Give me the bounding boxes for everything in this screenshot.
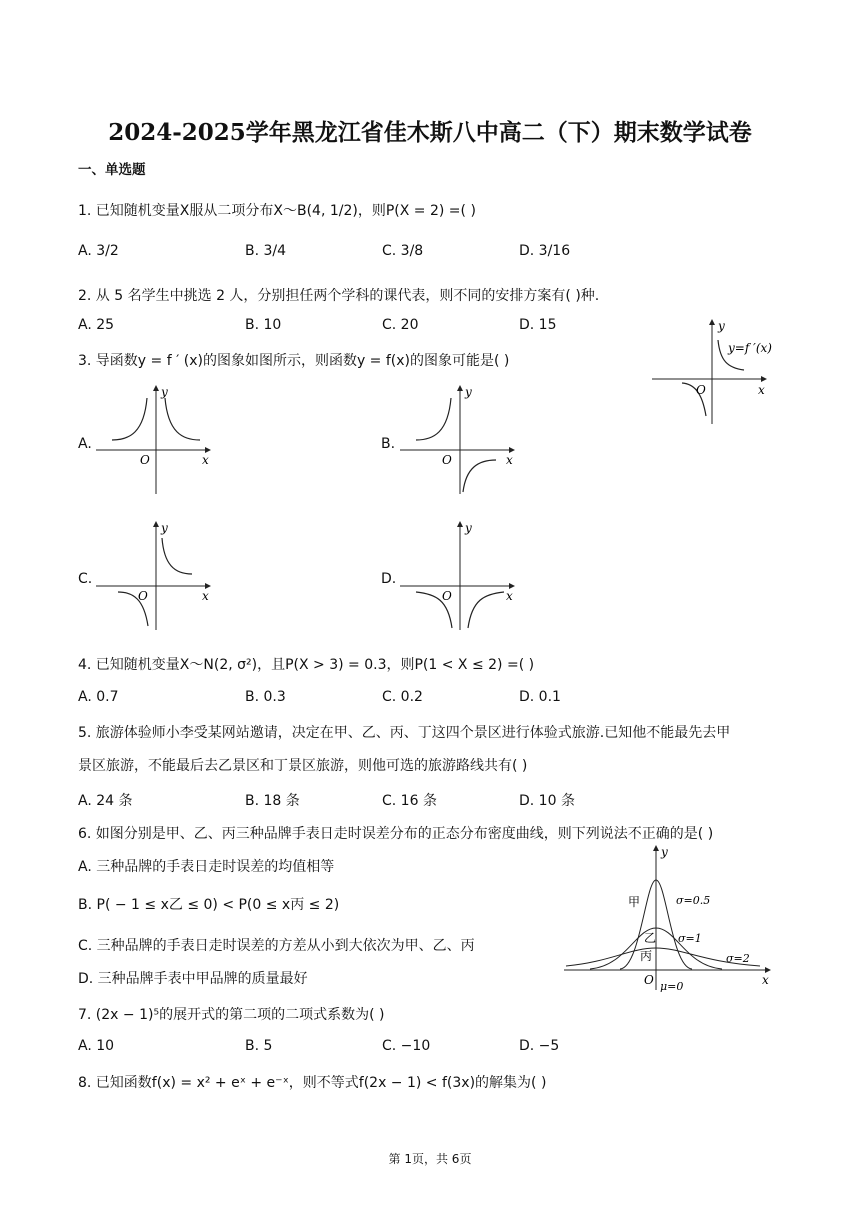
question-4-stem: 4. 已知随机变量X～N(2, σ²)，且P(X > 3) = 0.3，则P(1 < X ≤ 2) =( ) <box>78 657 535 673</box>
fig-function-label: y=f ′(x) <box>728 341 772 355</box>
question-2-option-a: A. 25 <box>78 317 115 333</box>
question-6-option-c: C. 三种品牌的手表日走时误差的方差从小到大依次为甲、乙、丙 <box>78 938 475 954</box>
question-7-stem: 7. (2x − 1)⁵的展开式的第二项的二项式系数为( ) <box>78 1007 385 1023</box>
question-3-option-c: C. <box>78 571 93 587</box>
derivative-graph-figure <box>648 316 774 428</box>
curve-label-jia: 甲 <box>628 895 641 909</box>
option-d-origin: O <box>442 589 452 603</box>
question-2-stem: 2. 从 5 名学生中挑选 2 人，分别担任两个学科的课代表，则不同的安排方案有( )种. <box>78 288 600 304</box>
question-5-option-d: D. 10 条 <box>519 793 575 809</box>
question-1-stem: 1. 已知随机变量X服从二项分布X～B(4, 1/2)，则P(X = 2) =( ) <box>78 203 476 219</box>
question-7-option-a: A. 10 <box>78 1038 115 1054</box>
normal-y-label: y <box>661 845 668 859</box>
curve-sigma-2: σ=2 <box>726 952 750 965</box>
option-a-graph <box>94 382 218 496</box>
option-b-y-label: y <box>465 385 472 399</box>
normal-distribution-figure <box>560 842 776 992</box>
page-footer: 第 1页，共 6页 <box>388 1152 472 1166</box>
curve-label-bing: 丙 <box>640 949 653 963</box>
option-c-origin: O <box>138 589 148 603</box>
question-5-stem-line-2: 景区旅游，不能最后去乙景区和丁景区旅游，则他可选的旅游路线共有( ) <box>78 758 528 774</box>
option-a-origin: O <box>140 453 150 467</box>
option-b-graph <box>398 382 522 496</box>
question-3-option-a: A. <box>78 436 92 452</box>
option-c-graph <box>94 518 218 632</box>
option-b-x-label: x <box>506 453 513 467</box>
option-d-y-label: y <box>465 521 472 535</box>
question-1-option-a: A. 3/2 <box>78 243 119 259</box>
option-d-graph <box>398 518 522 632</box>
question-3-option-b: B. <box>381 436 396 452</box>
curve-sigma-1: σ=1 <box>678 932 702 945</box>
question-2-option-b: B. 10 <box>245 317 282 333</box>
curve-label-yi: 乙 <box>644 931 657 945</box>
question-4-option-b: B. 0.3 <box>245 689 286 705</box>
normal-x-label: x <box>762 973 769 987</box>
normal-origin: O <box>644 973 654 987</box>
question-5-stem-line-1: 5. 旅游体验师小李受某网站邀请，决定在甲、乙、丙、丁这四个景区进行体验式旅游.已知他不能最先去甲 <box>78 725 731 741</box>
question-6-option-b: B. P( − 1 ≤ x乙 ≤ 0) < P(0 ≤ x丙 ≤ 2) <box>78 897 340 913</box>
question-3-stem: 3. 导函数y = f ′ (x)的图象如图所示，则函数y = f(x)的图象可能是( ) <box>78 353 510 369</box>
curve-sigma-05: σ=0.5 <box>676 894 711 907</box>
question-4-option-c: C. 0.2 <box>382 689 423 705</box>
question-1-option-d: D. 3/16 <box>519 243 571 259</box>
question-3-option-d: D. <box>381 571 397 587</box>
question-4-option-a: A. 0.7 <box>78 689 119 705</box>
option-a-y-label: y <box>161 385 168 399</box>
option-c-x-label: x <box>202 589 209 603</box>
option-c-y-label: y <box>161 521 168 535</box>
question-2-option-d: D. 15 <box>519 317 557 333</box>
fig-origin-label: O <box>696 383 706 397</box>
question-6-stem: 6. 如图分别是甲、乙、丙三种品牌手表日走时误差分布的正态分布密度曲线，则下列说法不正确的是( ) <box>78 826 714 842</box>
question-6-option-d: D. 三种品牌手表中甲品牌的质量最好 <box>78 971 308 987</box>
section-heading: 一、单选题 <box>78 162 146 178</box>
question-5-option-c: C. 16 条 <box>382 793 437 809</box>
option-b-origin: O <box>442 453 452 467</box>
question-7-option-d: D. −5 <box>519 1038 560 1054</box>
option-a-x-label: x <box>202 453 209 467</box>
option-d-x-label: x <box>506 589 513 603</box>
question-6-option-a: A. 三种品牌的手表日走时误差的均值相等 <box>78 859 335 875</box>
question-5-option-b: B. 18 条 <box>245 793 300 809</box>
fig-x-label: x <box>758 383 765 397</box>
question-7-option-c: C. −10 <box>382 1038 431 1054</box>
question-7-option-b: B. 5 <box>245 1038 273 1054</box>
question-2-option-c: C. 20 <box>382 317 419 333</box>
question-4-option-d: D. 0.1 <box>519 689 561 705</box>
normal-mu-label: μ=0 <box>660 980 684 992</box>
page-title: 2024-2025学年黑龙江省佳木斯八中高二（下）期末数学试卷 <box>108 119 752 146</box>
fig-y-label: y <box>718 319 725 333</box>
question-1-option-c: C. 3/8 <box>382 243 424 259</box>
question-5-option-a: A. 24 条 <box>78 793 133 809</box>
question-8-stem: 8. 已知函数f(x) = x² + eˣ + e⁻ˣ，则不等式f(2x − 1) < f(3x)的解集为( ) <box>78 1075 547 1091</box>
question-1-option-b: B. 3/4 <box>245 243 287 259</box>
